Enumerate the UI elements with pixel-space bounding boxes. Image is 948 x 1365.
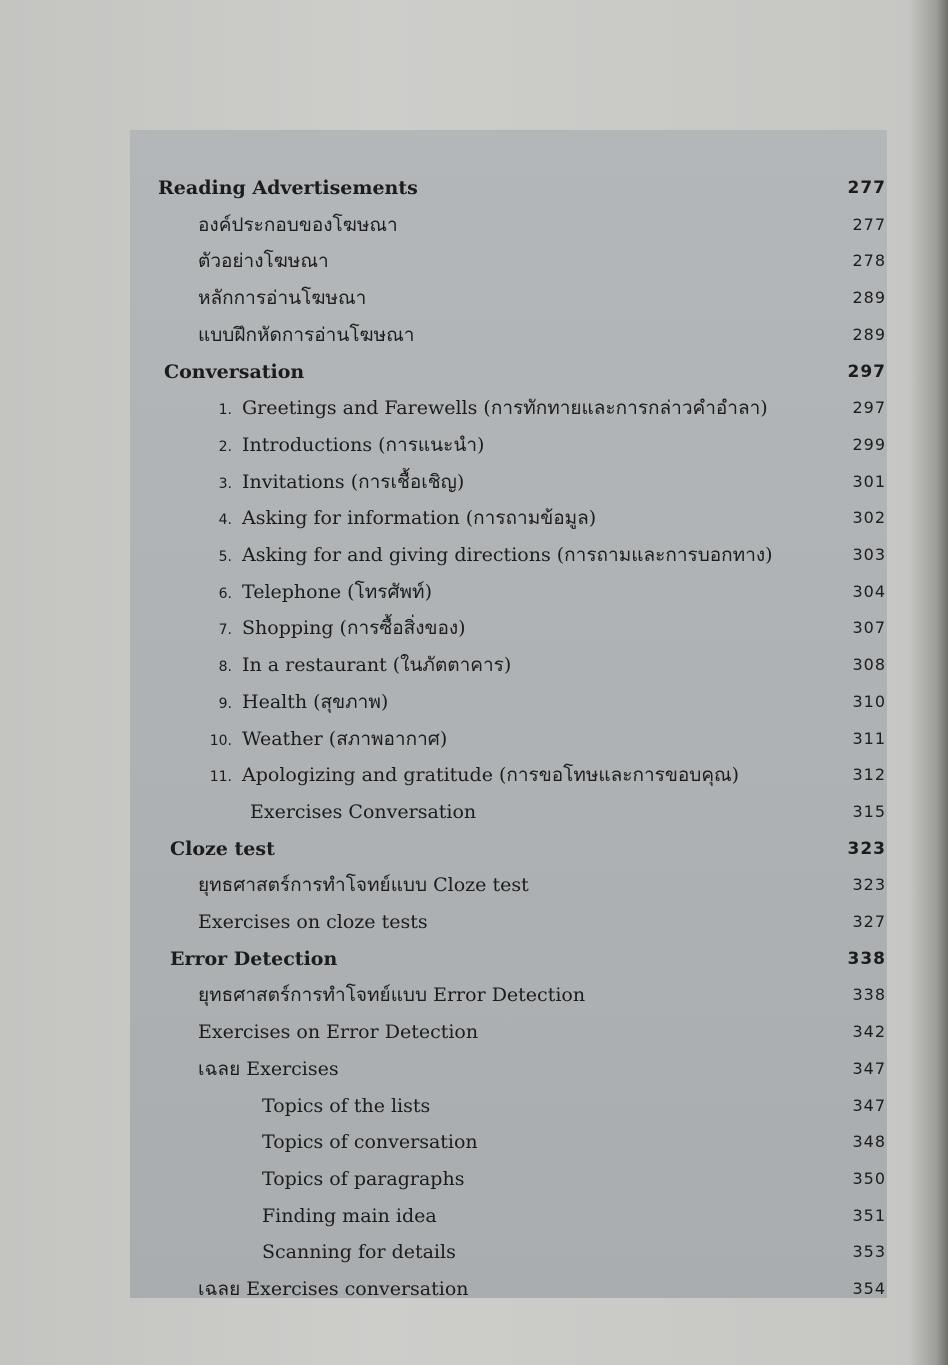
toc-entry-text: Asking for information (การถามข้อมูล) [242, 507, 597, 530]
toc-entry [0, 800, 948, 836]
toc-page-number: 301 [852, 471, 886, 491]
toc-entry-text: Conversation [164, 360, 305, 383]
toc-entry-text: Error Detection [170, 947, 338, 970]
toc-page-number: 350 [852, 1168, 886, 1188]
toc-entry-title [196, 580, 432, 606]
toc-entry-text: Topics of paragraphs [262, 1167, 465, 1190]
toc-entry [0, 433, 948, 469]
toc-entry [0, 286, 948, 322]
toc-entry-number: 7. [218, 622, 232, 639]
toc-entry-text: Shopping (การซื้อสิ่งของ) [242, 617, 466, 640]
toc-entry-number: 3. [218, 475, 232, 492]
toc-entry-title [196, 616, 466, 642]
toc-entry-text: ยุทธศาสตร์การทำโจทย์แบบ Cloze test [198, 874, 529, 897]
toc-entry-number: 2. [218, 438, 232, 455]
toc-page-number: 297 [852, 398, 886, 418]
toc-entry-title [198, 873, 529, 897]
toc-page-number: 310 [852, 691, 886, 711]
toc-page-number: 308 [852, 655, 886, 675]
toc-page-number: 347 [852, 1058, 886, 1078]
toc-entry-title [196, 727, 447, 753]
toc-entry-title [198, 323, 414, 347]
toc-entry-title [196, 506, 596, 532]
toc-page-number: 347 [852, 1095, 886, 1115]
toc-entry [0, 470, 948, 506]
toc-entry [0, 249, 948, 285]
toc-entry-title [158, 176, 418, 200]
toc-entry-title [198, 1277, 469, 1301]
toc-entry-title [198, 910, 428, 934]
toc-entry-title [262, 1240, 456, 1264]
toc-page-number: 312 [852, 765, 886, 785]
toc-entry-text: ยุทธศาสตร์การทำโจทย์แบบ Error Detection [198, 984, 586, 1007]
toc-entry-number: 4. [218, 512, 232, 529]
toc-page-number: 302 [852, 508, 886, 528]
toc-entry-text: Greetings and Farewells (การทักทายและการกล่าวคำอำลา) [242, 397, 768, 420]
toc-entry-text: Topics of conversation [262, 1131, 478, 1154]
toc-entry [0, 1094, 948, 1130]
toc-page-number: 338 [852, 985, 886, 1005]
toc-entry-text: เฉลย Exercises conversation [198, 1278, 469, 1300]
toc-entry-title [262, 1167, 464, 1191]
toc-entry-text: Topics of the lists [262, 1094, 431, 1117]
toc-entry-title [250, 800, 476, 824]
toc-entry-number: 9. [218, 695, 232, 712]
toc-entry-title [198, 983, 585, 1007]
toc-page-number: 307 [852, 618, 886, 638]
toc-entry [0, 1277, 948, 1313]
toc-page-number: 342 [852, 1022, 886, 1042]
toc-section-heading [0, 837, 948, 873]
toc-entry-text: Cloze test [170, 837, 275, 860]
toc-page-number: 327 [852, 912, 886, 931]
toc-entry-text: Reading Advertisements [158, 177, 418, 199]
toc-page-number: 277 [847, 178, 886, 198]
toc-entry-number: 1. [218, 402, 232, 419]
toc-entry [0, 873, 948, 909]
toc-entry-text: Exercises on Error Detection [198, 1021, 479, 1044]
toc-entry-text: ตัวอย่างโฆษณา [198, 250, 329, 273]
toc-entry [0, 1057, 948, 1093]
toc-entry-title [196, 396, 768, 422]
toc-entry [0, 580, 948, 616]
toc-entry [0, 543, 948, 579]
toc-page-number: 315 [852, 801, 886, 821]
toc-entry [0, 1240, 948, 1276]
toc-page-number: 289 [852, 324, 886, 344]
toc-entry [0, 616, 948, 652]
toc-entry-title [196, 543, 773, 569]
toc-entry [0, 690, 948, 726]
toc-entry-text: เฉลย Exercises [198, 1057, 339, 1080]
toc-entry-text: Introductions (การแนะนำ) [242, 433, 485, 456]
toc-page-number: 277 [852, 214, 886, 234]
toc-entry-text: Asking for and giving directions (การถามและการบอกทาง) [242, 544, 773, 566]
toc-entry-title [198, 1057, 339, 1081]
toc-entry-title [170, 947, 337, 971]
toc-page-number: 354 [852, 1279, 886, 1298]
toc-section-heading [0, 176, 948, 212]
toc-page-number: 348 [852, 1132, 886, 1152]
toc-entry-text: Apologizing and gratitude (การขอโทษและการขอบคุณ) [242, 764, 740, 787]
toc-entry-title [198, 249, 329, 273]
toc-page-number: 351 [852, 1205, 886, 1225]
toc-entry [0, 763, 948, 799]
toc-page-number: 338 [847, 948, 886, 969]
toc-entry-text: In a restaurant (ในภัตตาคาร) [242, 654, 512, 677]
toc-entry [0, 1130, 948, 1166]
toc-entry [0, 653, 948, 689]
toc-page-number: 323 [852, 875, 886, 895]
toc-entry-text: แบบฝึกหัดการอ่านโฆษณา [198, 323, 415, 346]
toc-entry-title [164, 360, 304, 384]
toc-entry-text: Scanning for details [262, 1241, 456, 1264]
toc-entry [0, 213, 948, 249]
toc-entry-title [196, 433, 484, 459]
toc-entry [0, 1167, 948, 1203]
toc-page-number: 353 [852, 1242, 886, 1262]
toc-page-number: 289 [852, 288, 886, 308]
toc-entry-title [196, 763, 739, 789]
toc-entry-number: 8. [218, 659, 232, 676]
toc-entry-title [262, 1204, 437, 1228]
toc-entry-title [170, 837, 275, 861]
toc-entry-text: หลักการอ่านโฆษณา [198, 287, 367, 310]
toc-entry [0, 396, 948, 432]
toc-entry-text: Finding main idea [262, 1204, 437, 1227]
toc-entry-title [262, 1130, 478, 1154]
toc-entry-text: Weather (สภาพอากาศ) [242, 727, 448, 750]
toc-entry [0, 1020, 948, 1056]
toc-entry-title [196, 690, 388, 716]
toc-entry [0, 323, 948, 359]
toc-entry-title [196, 653, 511, 679]
toc-entry-text: Health (สุขภาพ) [242, 690, 389, 713]
toc-entry-text: Invitations (การเชื้อเชิญ) [242, 470, 465, 493]
toc-entry [0, 983, 948, 1019]
toc-entry-number: 5. [218, 549, 232, 565]
toc-page-number: 299 [852, 434, 886, 454]
toc-section-heading [0, 360, 948, 396]
toc-entry [0, 1204, 948, 1240]
toc-entry [0, 910, 948, 946]
toc-entry [0, 506, 948, 542]
toc-entry-text: Exercises Conversation [250, 800, 477, 823]
toc-entry-number: 11. [209, 769, 232, 786]
toc-entry-number: 10. [209, 732, 232, 749]
toc-page-number: 311 [852, 728, 886, 748]
toc-page-number: 278 [852, 251, 886, 271]
toc-entry-title [196, 470, 464, 496]
toc-page-number: 303 [852, 545, 886, 564]
toc-entry-text: Exercises on cloze tests [198, 911, 428, 933]
toc-entry-text: Telephone (โทรศัพท์) [242, 580, 432, 603]
toc-entry-title [198, 286, 366, 310]
toc-section-heading [0, 947, 948, 983]
toc-entry [0, 727, 948, 763]
toc-entry-number: 6. [218, 585, 232, 602]
toc-entry-title [198, 1020, 478, 1044]
toc-entry-text: องค์ประกอบของโฆษณา [198, 213, 398, 236]
toc-entry-title [198, 213, 398, 237]
toc-page-number: 304 [852, 581, 886, 601]
toc-entry-title [262, 1094, 430, 1118]
toc-page-number: 323 [847, 838, 886, 859]
toc-page-number: 297 [847, 361, 886, 382]
